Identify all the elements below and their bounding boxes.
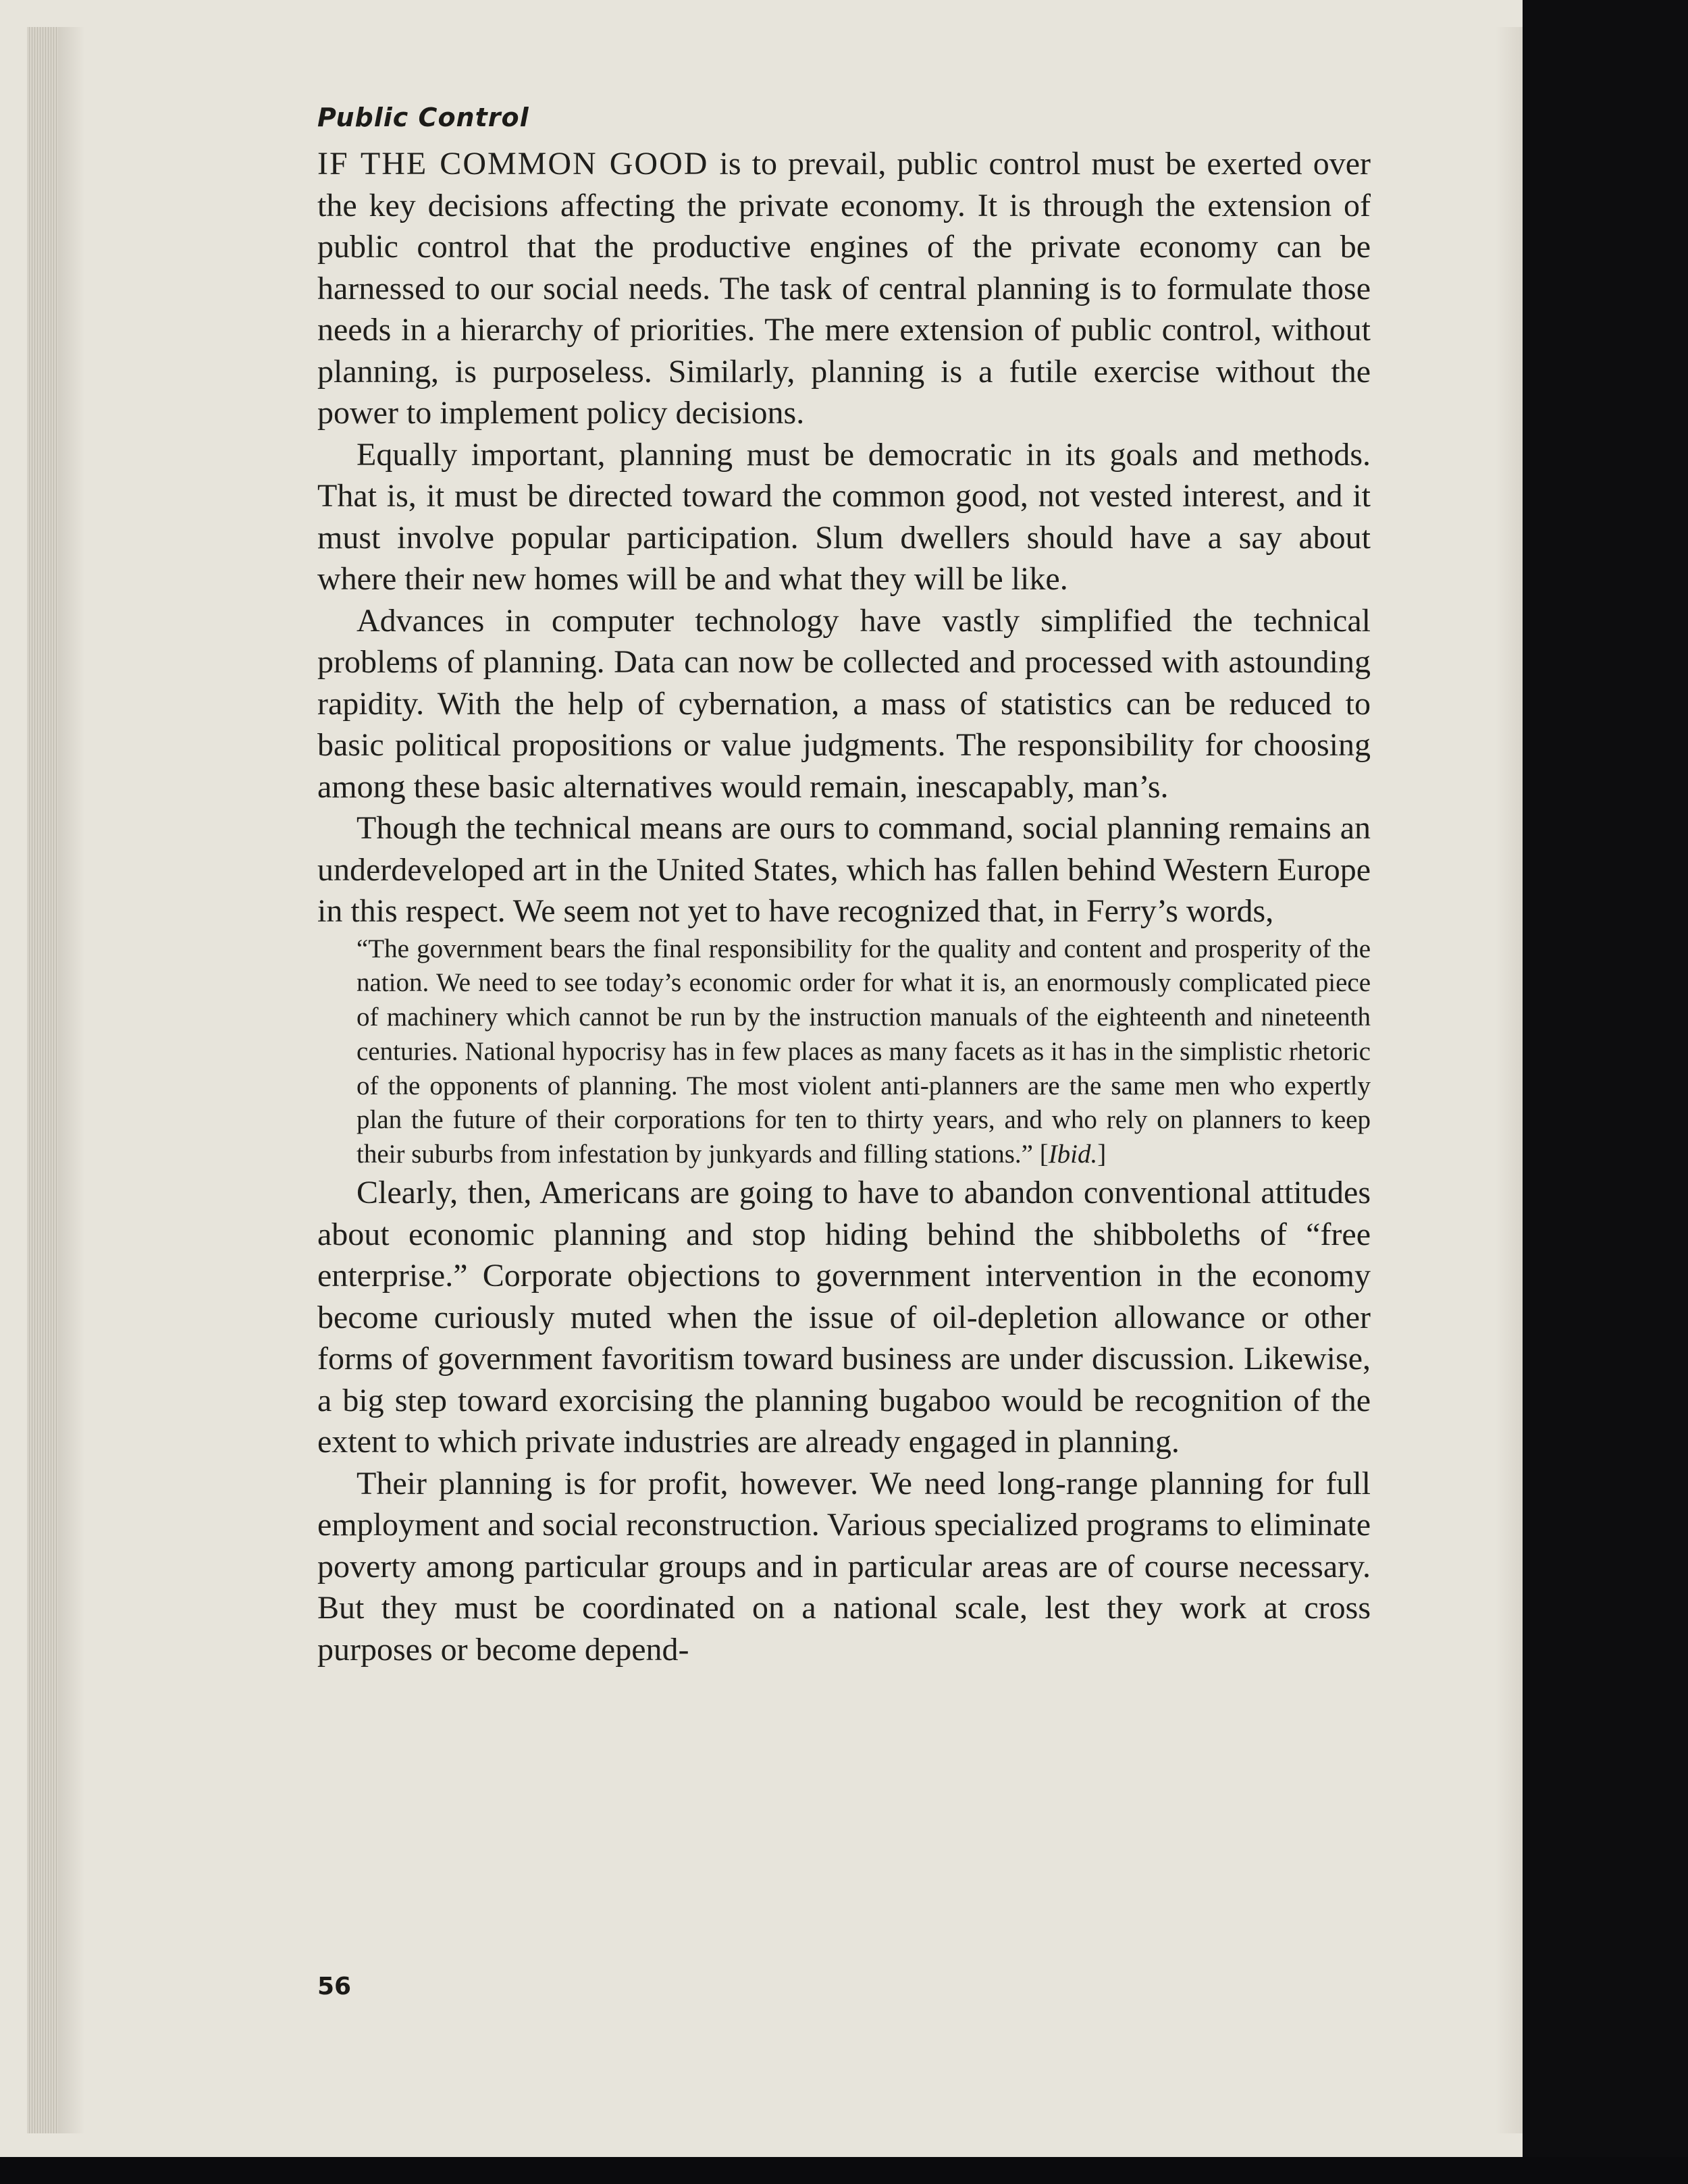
paragraph-3: Advances in computer technology have vastly simplified the technical problems of planning. Data can now be collected and processed with astounding rapidity. With the help of cybernation, a mass of statistics can be reduced to basic political propositions or value judgments. The responsibility for choosing among these basic alternatives would remain, inescapably, man’s.: [317, 602, 1371, 805]
citation: Ibid.: [1048, 1140, 1098, 1169]
paragraph-5: Clearly, then, Americans are going to have to abandon conventional attitudes about economic planning and stop hiding behind the shibboleths of “free enterprise.” Corporate objections to government intervention in the economy become curiously muted when the issue of oil-depletion allowance or other forms of government favoritism toward business are under discussion. Likewise, a big step toward exorcising the planning bugaboo would be recognition of the extent to which private industries are already engaged in planning.: [317, 1175, 1371, 1460]
citation-close-bracket: ]: [1097, 1140, 1107, 1169]
scanner-bottom-strip: [0, 2157, 1688, 2184]
page-edge-shadow: [1496, 27, 1523, 2133]
quotation-text: “The government bears the final responsibility for the quality and content and prosperity of the nation. We need to see today’s economic order for what it is, an enormously complicated piece of machinery which cannot be run by the instruction manuals of the eighteenth and nineteenth centuries. National hypocrisy has in few places as many facets as it has in the simplistic rhetoric of the opponents of planning. The most violent anti-planners are the same men who expertly plan the future of their corporations for ten to thirty years, and who rely on planners to keep their suburbs from infestation by junkyards and filling stations.”: [357, 934, 1371, 1169]
page-edges: [27, 27, 58, 2133]
page-number: 56: [317, 1973, 352, 2000]
scanner-background: [1523, 0, 1688, 2184]
paragraph-1-lead-in: IF THE COMMON GOOD: [317, 146, 709, 182]
paragraph-6: Their planning is for profit, however. We need long-range planning for full employment and social reconstruction. Various specialized programs to eliminate poverty among particular groups and in particular areas are of course necessary. But they must be coordinated on a national scale, lest they work at cross purposes or become depend-: [317, 1465, 1371, 1668]
paragraph-1-text: is to prevail, public control must be exerted over the key decisions affecting the private economy. It is through the extension of public control that the productive engines of the private economy can be harnessed to our social needs. The task of central planning is to formulate those needs in a hierarchy of priorities. The mere extension of public control, without planning, is purposeless. Similarly, planning is a futile exercise without the power to implement policy decisions.: [317, 146, 1371, 431]
block-quotation: [317, 932, 1371, 1173]
paragraph-2: Equally important, planning must be democratic in its goals and methods. That is, it must be directed toward the common good, not vested interest, and it must involve popular participation. Slum dwellers should have a say about where their new homes will be and what they will be like.: [317, 436, 1371, 597]
running-head: Public Control: [317, 103, 529, 132]
paragraph-4: Though the technical means are ours to command, social planning remains an underdeveloped art in the United States, which has fallen behind Western Europe in this respect. We seem not yet to have recognized that, in Ferry’s words,: [317, 810, 1371, 929]
gutter-shadow: [58, 27, 85, 2133]
citation-open-bracket: [: [1039, 1140, 1049, 1169]
paragraph-1: [317, 143, 1371, 434]
body-text: [317, 143, 1371, 1670]
